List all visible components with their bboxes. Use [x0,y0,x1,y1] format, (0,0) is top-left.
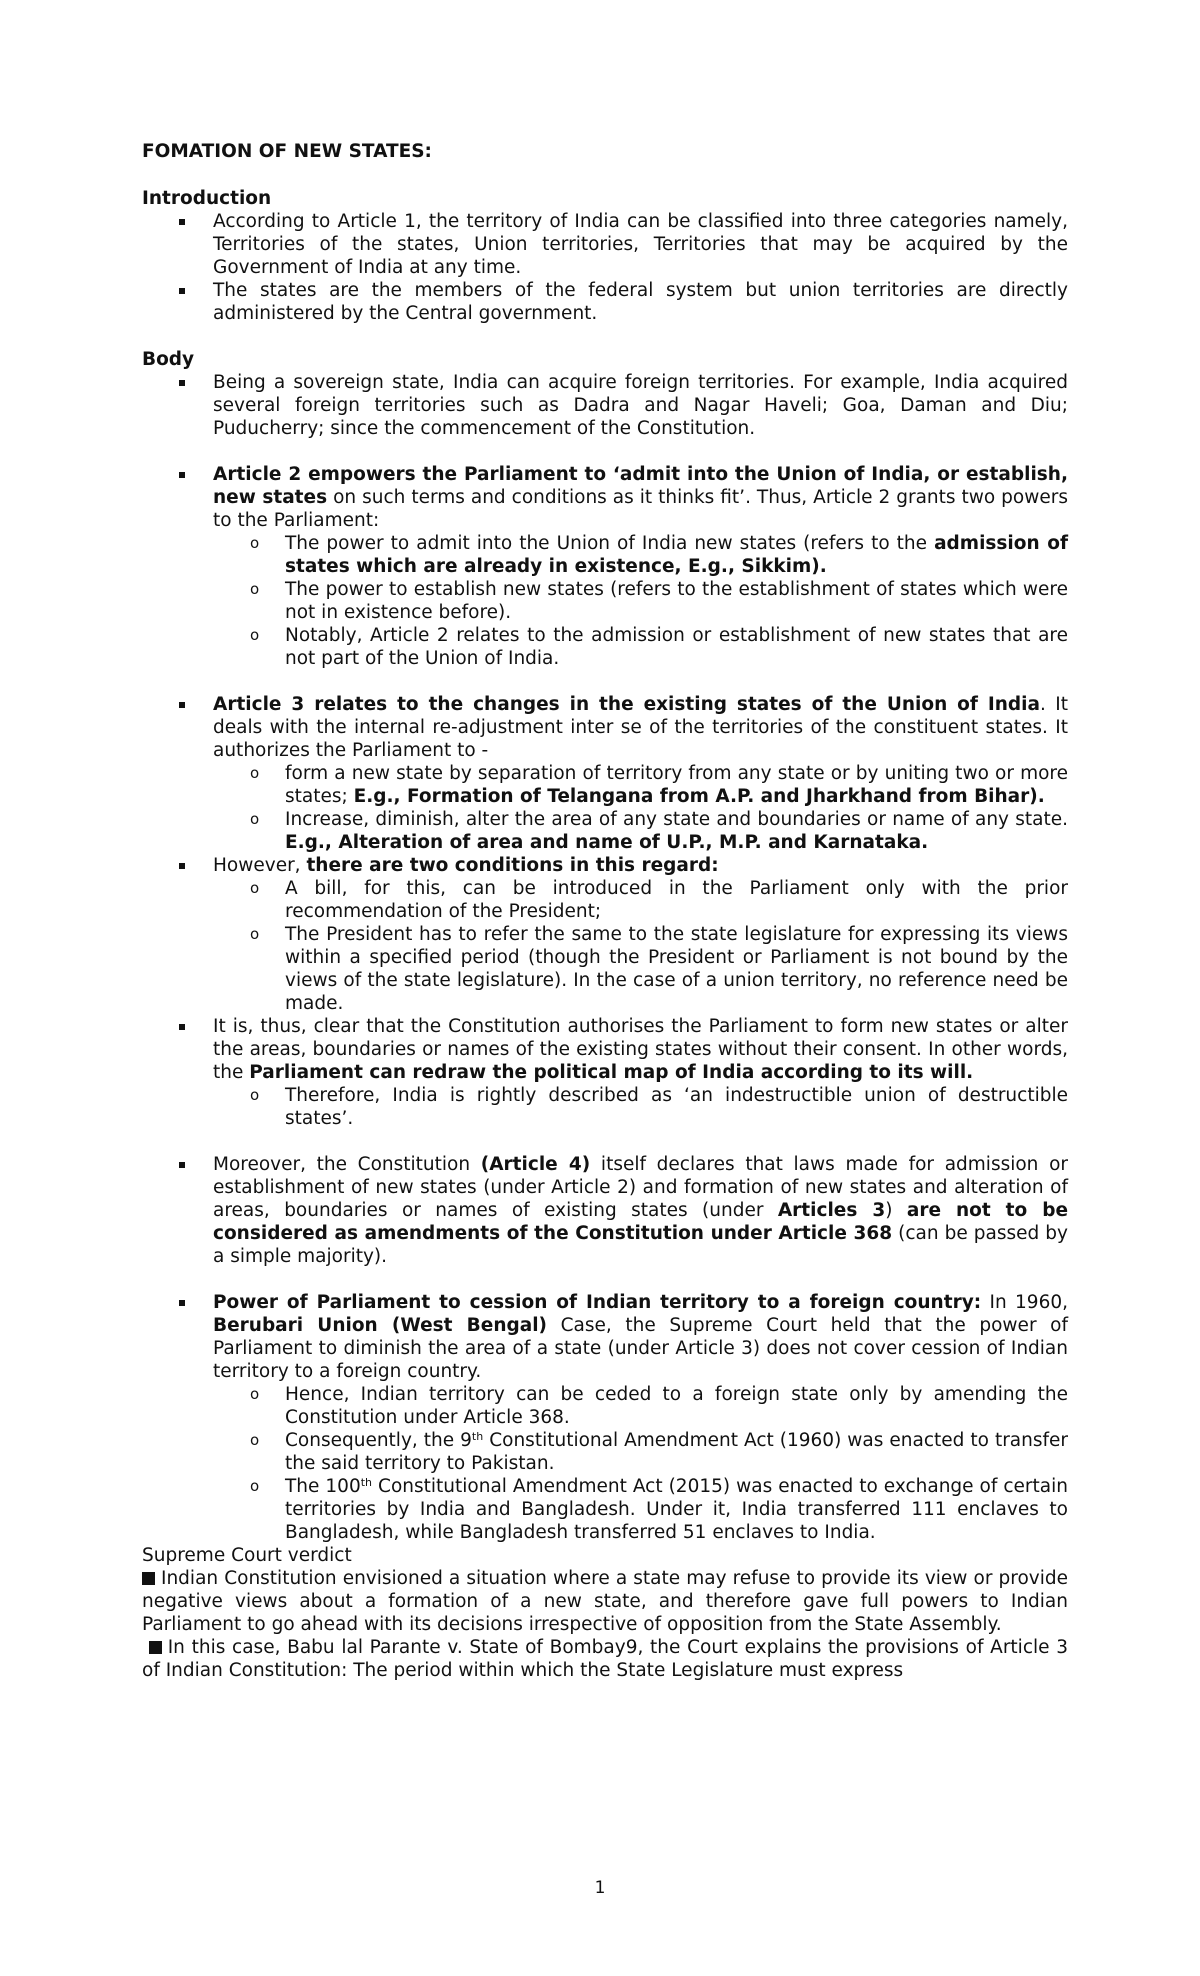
square-bullet-icon [179,219,185,225]
list-item-article-2: Article 2 empowers the Parliament to ‘admit into the Union of India, or establish, new states on such terms and conditions as it thinks fit’. Thus, Article 2 grants two powers to the Parliament: o The power to admit into the Union of India new states (refers to the admission of states which are already in existence, E.g., Sikkim). o The power to establish new states (refers to the establishment of states which were not in existence before). o Notably, Article 2 relates to the admission or establishment of new states that are not part of the Union of India. [142,463,1068,670]
square-bullet-icon [179,1300,185,1306]
sub-list-item: o Hence, Indian territory can be ceded to a foreign state only by amending the Constitution under Article 368. [250,1384,1068,1428]
conditions-sublist [213,877,1068,1015]
square-bullet-icon [179,472,185,478]
black-square-bullet-icon [149,1641,162,1654]
list-item-article-4: Moreover, the Constitution (Article 4) itself declares that laws made for admission or establishment of new states (under Article 2) and formation of new states and alteration of areas, boundaries or names of existing states (under Articles 3) are not to be considered as amendments of the Constitution under Article 368 (can be passed by a simple majority). [142,1153,1068,1268]
circle-bullet-icon: o [250,1477,260,1495]
sub-list-item: o Notably, Article 2 relates to the admission or establishment of new states that are not part of the Union of India. [250,625,1068,669]
sub-list-item: o form a new state by separation of territory from any state or by uniting two or more states; E.g., Formation of Telangana from A.P. and Jharkhand from Bihar). [250,763,1068,807]
document-title: FOMATION OF NEW STATES: [142,141,432,162]
page-number: 1 [594,1878,606,1898]
list-item-parliament-power: It is, thus, clear that the Constitution authorises the Parliament to form new states or alter the areas, boundaries or names of the existing states without their consent. In other words, the Parliament can redraw the political map of India according to its will. o Therefore, India is rightly described as ‘an indestructible union of destructible states’. [142,1015,1068,1130]
list-item-cession: Power of Parliament to cession of Indian territory to a foreign country: In 1960, Berubari Union (West Bengal) Case, the Supreme Court held that the power of Parliament to diminish the area of a state (under Article 3) does not cover cession of Indian territory to a foreign country. o Hence, Indian territory can be ceded to a foreign state only by amending the Constitution under Article 368. o Consequently, the 9th Constitutional Amendment Act (1960) was enacted to transfer the said territory to Pakistan. o The 100th Constitutional Amendment Act (2015) was enacted to exchange of certain territories by India and Bangladesh. Under it, India transferred 111 enclaves to Bangladesh, while Bangladesh transferred 51 enclaves to India. [142,1291,1068,1544]
section-heading-body: Body [142,349,195,370]
sub-list-item: o Therefore, India is rightly described as ‘an indestructible union of destructible states’. [250,1085,1068,1129]
sub-list-item: o A bill, for this, can be introduced in the Parliament only with the prior recommendation of the President; [250,878,1068,922]
square-bullet-icon [179,288,185,294]
sub-list-item: o The power to admit into the Union of India new states (refers to the admission of states which are already in existence, E.g., Sikkim). [250,533,1068,577]
square-bullet-icon [179,1162,185,1168]
square-bullet-icon [179,702,185,708]
circle-bullet-icon: o [250,1086,260,1104]
square-bullet-icon [179,1024,185,1030]
sub-list-item: o The 100th Constitutional Amendment Act (2015) was enacted to exchange of certain territories by India and Bangladesh. Under it, India transferred 111 enclaves to Bangladesh, while Bangladesh transferred 51 enclaves to India. [250,1476,1068,1543]
sub-list-item: o The President has to refer the same to the state legislature for expressing its views within a specified period (though the President or Parliament is not bound by the views of the state legislature). In the case of a union territory, no reference need be made. [250,924,1068,1014]
sub-list-item: o Consequently, the 9th Constitutional Amendment Act (1960) was enacted to transfer the said territory to Pakistan. [250,1430,1069,1474]
circle-bullet-icon: o [250,580,260,598]
article-2-sublist [213,532,1068,670]
list-item-article-3: Article 3 relates to the changes in the existing states of the Union of India. It deals with the internal re-adjustment inter se of the territories of the constituent states. It authorizes the Parliament to - o form a new state by separation of territory from any state or by uniting two or more states; E.g., Formation of Telangana from A.P. and Jharkhand from Bihar). o Increase, diminish, alter the area of any state and boundaries or name of any state. E.g., Alteration of area and name of U.P., M.P. and Karnataka. [142,693,1068,854]
circle-bullet-icon: o [250,879,260,897]
sub-list-item: o The power to establish new states (refers to the establishment of states which were not in existence before). [250,579,1068,623]
verdict-paragraph-2: In this case, Babu lal Parante v. State of Bombay9, the Court explains the provisions of Article 3 of Indian Constitution: The period within which the State Legislature must express [142,1637,1068,1681]
circle-bullet-icon: o [250,1385,260,1403]
section-heading-verdict: Supreme Court verdict [142,1545,352,1566]
list-item: According to Article 1, the territory of India can be classified into three categories namely, Territories of the states, Union territories, Territories that may be acquired by the Government of India at any time. [142,210,1068,279]
list-item: The states are the members of the federal system but union territories are directly administered by the Central government. [142,279,1068,325]
parliament-power-sublist [213,1084,1068,1130]
sub-list-item: o Increase, diminish, alter the area of any state and boundaries or name of any state. E.g., Alteration of area and name of U.P., M.P. and Karnataka. [250,809,1068,853]
article-3-sublist [213,762,1068,854]
circle-bullet-icon: o [250,534,260,552]
square-bullet-icon [179,863,185,869]
list-item: Being a sovereign state, India can acquire foreign territories. For example, India acquired several foreign territories such as Dadra and Nagar Haveli; Goa, Daman and Diu; Puducherry; since the commencement of the Constitution. [142,371,1068,440]
circle-bullet-icon: o [250,1431,260,1449]
circle-bullet-icon: o [250,626,260,644]
verdict-paragraph-1: Indian Constitution envisioned a situation where a state may refuse to provide its view or provide negative views about a formation of a new state, and therefore gave full powers to Indian Parliament to go ahead with its decisions irrespective of opposition from the State Assembly. [142,1568,1068,1635]
document-page [142,140,1068,1682]
circle-bullet-icon: o [250,764,260,782]
introduction-list [142,210,1068,325]
circle-bullet-icon: o [250,925,260,943]
cession-sublist [213,1383,1068,1544]
black-square-bullet-icon [142,1572,155,1585]
square-bullet-icon [179,380,185,386]
list-item-conditions: However, there are two conditions in this regard: o A bill, for this, can be introduced in the Parliament only with the prior recommendation of the President; o The President has to refer the same to the state legislature for expressing its views within a specified period (though the President or Parliament is not bound by the views of the state legislature). In the case of a union territory, no reference need be made. [142,854,1068,1015]
section-heading-introduction: Introduction [142,188,272,209]
circle-bullet-icon: o [250,810,260,828]
body-list [142,371,1068,1544]
